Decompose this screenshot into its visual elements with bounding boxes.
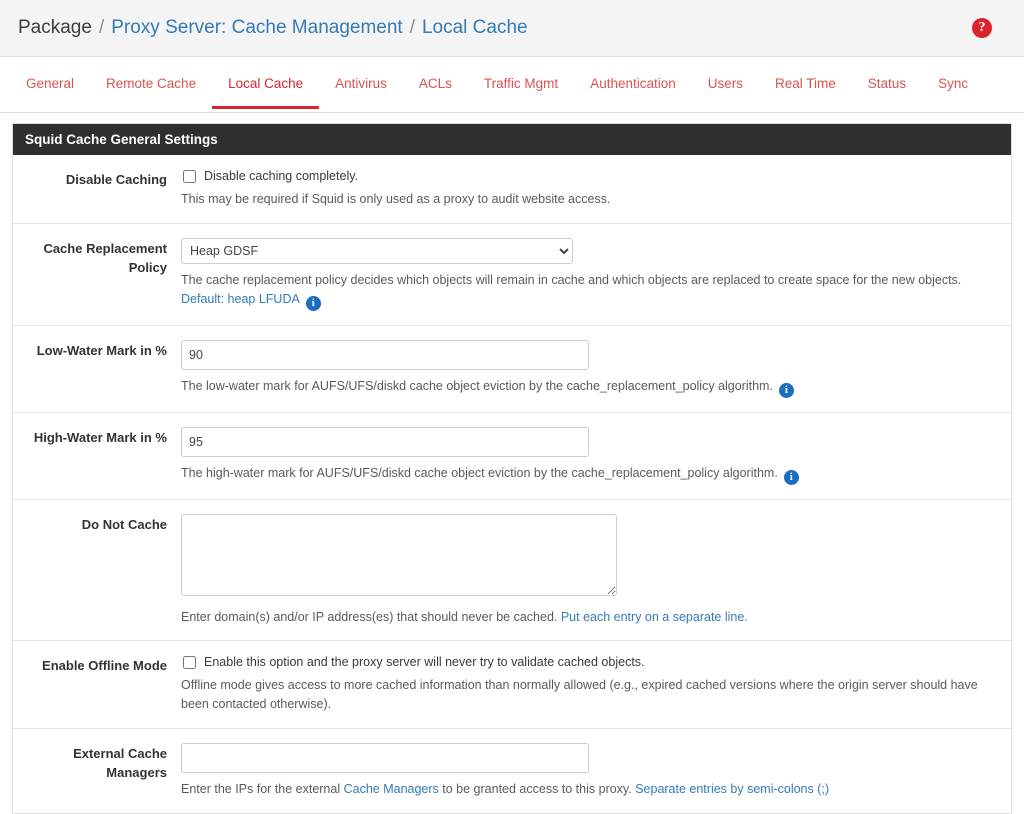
label-enable-offline-mode: Enable Offline Mode xyxy=(42,658,167,674)
high-water-mark-help xyxy=(181,464,989,485)
disable-caching-checkbox-label: Disable caching completely. xyxy=(204,169,359,183)
info-icon-low-water-mark[interactable]: i xyxy=(779,383,794,398)
help-icon[interactable]: ? xyxy=(972,18,992,38)
breadcrumb-separator-2: / xyxy=(409,17,415,38)
info-icon-high-water-mark[interactable]: i xyxy=(784,470,799,485)
low-water-mark-help-text: The low-water mark for AUFS/UFS/diskd cache object eviction by the cache_replacement_policy algorithm. xyxy=(181,378,773,393)
external-cache-managers-help xyxy=(181,780,989,799)
low-water-mark-help xyxy=(181,377,989,398)
info-icon-cache-replacement-policy[interactable]: i xyxy=(306,296,321,311)
field-high-water-mark xyxy=(181,427,1011,485)
disable-caching-checkbox[interactable] xyxy=(183,170,196,183)
field-cache-replacement-policy xyxy=(181,238,1011,311)
tab-traffic-mgmt[interactable]: Traffic Mgmt xyxy=(483,76,559,91)
high-water-mark-input[interactable] xyxy=(181,427,589,457)
tab-sync[interactable]: Sync xyxy=(938,76,969,91)
do-not-cache-help-text: Enter domain(s) and/or IP address(es) that should never be cached. xyxy=(181,609,561,624)
cache-replacement-policy-help xyxy=(181,271,989,311)
tab-real-time[interactable]: Real Time xyxy=(775,76,836,91)
external-cache-managers-input[interactable] xyxy=(181,743,589,773)
panel-title: Squid Cache General Settings xyxy=(13,124,1011,155)
tab-antivirus[interactable]: Antivirus xyxy=(335,76,387,91)
row-external-cache-managers xyxy=(13,729,1011,813)
tab-bar xyxy=(0,57,1024,113)
label-do-not-cache: Do Not Cache xyxy=(81,516,167,532)
field-disable-caching xyxy=(181,169,1011,209)
semicolon-separation-link[interactable]: Separate entries by semi-colons (;) xyxy=(635,781,830,796)
tab-authentication[interactable]: Authentication xyxy=(590,76,676,91)
label-cache-replacement-policy: Cache Replacement Policy xyxy=(43,240,167,275)
tab-acls[interactable]: ACLs xyxy=(418,76,452,91)
field-low-water-mark xyxy=(181,340,1011,398)
external-cache-managers-help-prefix: Enter the IPs for the external xyxy=(181,781,344,796)
external-cache-managers-help-mid: to be granted access to this proxy. xyxy=(438,781,636,796)
tab-status[interactable]: Status xyxy=(867,76,907,91)
squid-cache-settings-panel xyxy=(12,123,1012,814)
field-enable-offline-mode xyxy=(181,655,1011,714)
enable-offline-mode-help: Offline mode gives access to more cached information than normally allowed (e.g., expired cached versions where the origin server should have been contacted otherwise). xyxy=(181,678,978,711)
field-external-cache-managers xyxy=(181,743,1011,799)
label-disable-caching: Disable Caching xyxy=(65,172,167,187)
breadcrumb xyxy=(0,0,1024,57)
cache-replacement-policy-select[interactable] xyxy=(181,238,573,264)
tab-local-cache[interactable]: Local Cache xyxy=(212,60,319,109)
tab-general[interactable]: General xyxy=(26,76,75,91)
cache-replacement-policy-help-text: The cache replacement policy decides which objects will remain in cache and which objects are replaced to create space for the new objects. xyxy=(181,272,962,287)
high-water-mark-help-text: The high-water mark for AUFS/UFS/diskd cache object eviction by the cache_replacement_policy algorithm. xyxy=(181,465,778,480)
label-high-water-mark: High-Water Mark in % xyxy=(33,429,167,445)
row-high-water-mark xyxy=(13,413,1011,500)
enable-offline-mode-checkbox[interactable] xyxy=(183,656,196,669)
enable-offline-mode-checkbox-label: Enable this option and the proxy server will never try to validate cached objects. xyxy=(204,655,645,670)
breadcrumb-section-link[interactable]: Proxy Server: Cache Management xyxy=(111,17,403,38)
cache-managers-link[interactable]: Cache Managers xyxy=(343,781,439,796)
tab-users[interactable]: Users xyxy=(707,76,744,91)
breadcrumb-root: Package xyxy=(18,17,92,38)
row-do-not-cache xyxy=(13,500,1011,642)
label-low-water-mark: Low-Water Mark in % xyxy=(36,342,167,358)
row-enable-offline-mode xyxy=(13,641,1011,729)
low-water-mark-input[interactable] xyxy=(181,340,589,370)
do-not-cache-help-link[interactable]: Put each entry on a separate line. xyxy=(560,609,748,624)
cache-replacement-policy-default-link[interactable]: Default: heap LFUDA xyxy=(181,291,300,306)
breadcrumb-separator-1: / xyxy=(98,17,105,38)
enable-offline-mode-checkbox-line[interactable] xyxy=(181,655,989,669)
breadcrumb-page-link[interactable]: Local Cache xyxy=(421,17,528,38)
do-not-cache-help xyxy=(181,608,989,627)
row-low-water-mark xyxy=(13,326,1011,413)
disable-caching-help: This may be required if Squid is only used as a proxy to audit website access. xyxy=(181,192,611,206)
do-not-cache-textarea[interactable] xyxy=(181,514,617,596)
field-do-not-cache xyxy=(181,514,1011,627)
tab-remote-cache[interactable]: Remote Cache xyxy=(106,76,197,91)
label-external-cache-managers: External Cache Managers xyxy=(73,745,167,780)
disable-caching-checkbox-line[interactable] xyxy=(181,169,989,183)
row-cache-replacement-policy xyxy=(13,224,1011,326)
row-disable-caching xyxy=(13,155,1011,224)
